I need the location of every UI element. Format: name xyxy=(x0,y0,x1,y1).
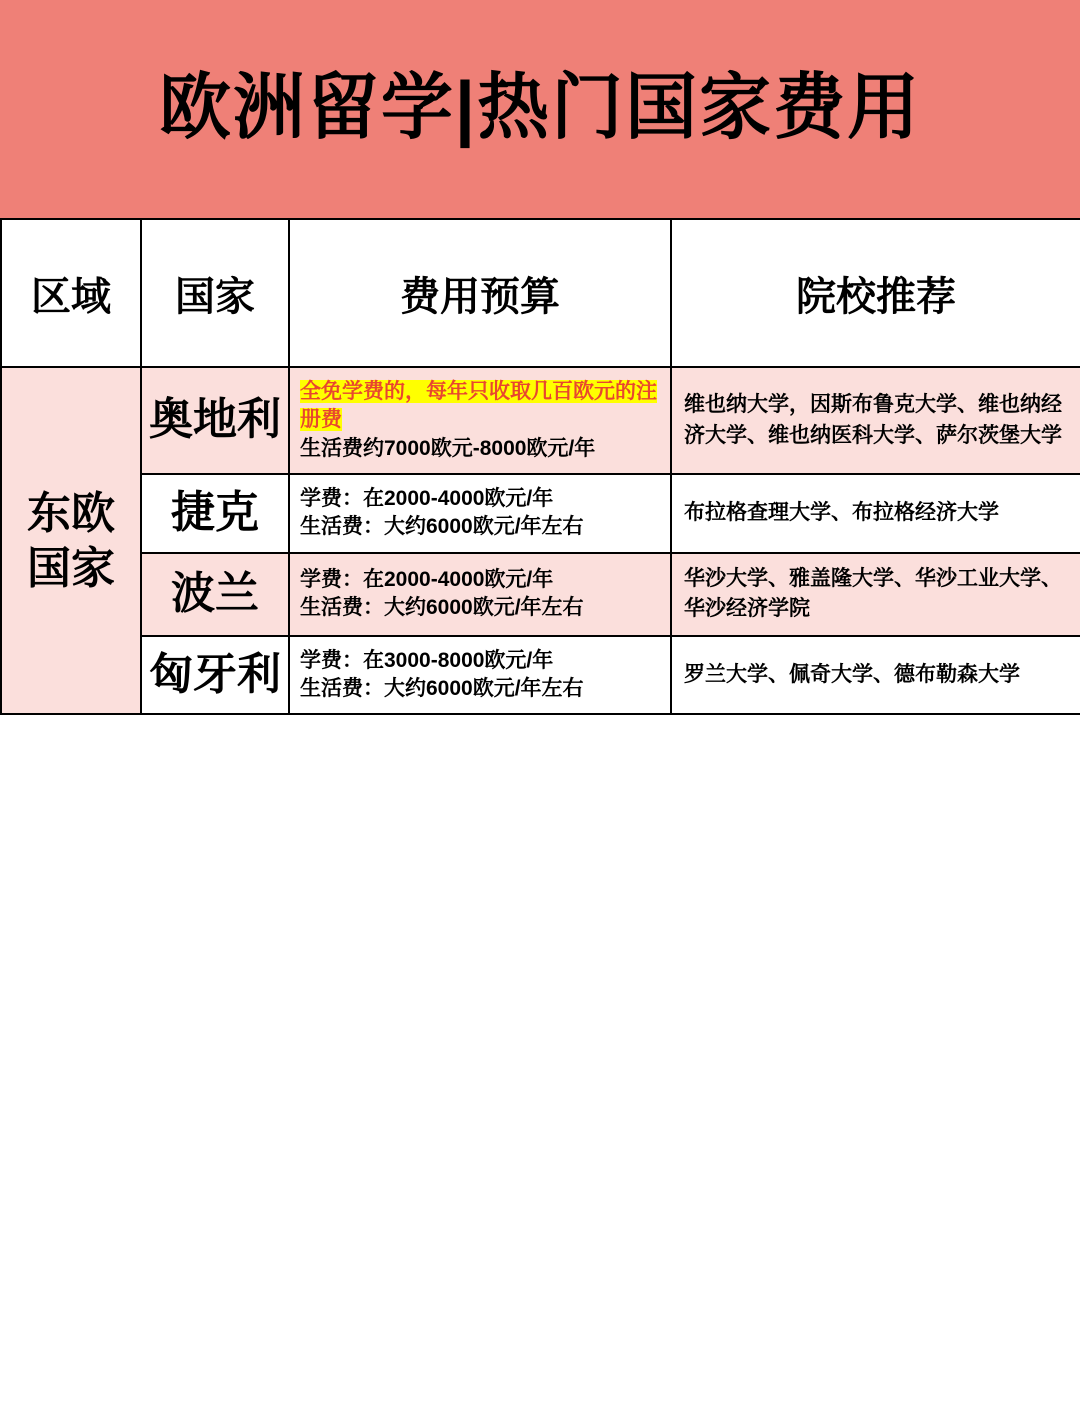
column-header-schools: 院校推荐 xyxy=(671,219,1080,367)
budget-highlight-austria: 全免学费的，每年只收取几百欧元的注册费 xyxy=(300,380,657,432)
table-header xyxy=(1,219,1080,367)
schools-cell-czech: 布拉格查理大学、布拉格经济大学 xyxy=(671,474,1080,553)
column-header-region: 区域 xyxy=(1,219,141,367)
budget-cell-austria xyxy=(289,367,671,474)
cost-table xyxy=(0,218,1080,715)
budget-note-austria: 生活费约7000欧元-8000欧元/年 xyxy=(300,436,596,460)
budget-living-poland: 生活费：大约6000欧元/年左右 xyxy=(300,596,584,620)
budget-tuition-hungary: 学费：在3000-8000欧元/年 xyxy=(300,648,554,672)
table-row xyxy=(1,367,1080,474)
region-cell-eastern-europe xyxy=(1,367,141,714)
region-label-line2: 国家 xyxy=(27,543,115,593)
table-row xyxy=(1,553,1080,636)
budget-living-hungary: 生活费：大约6000欧元/年左右 xyxy=(300,676,584,700)
budget-cell-czech xyxy=(289,474,671,553)
column-header-country: 国家 xyxy=(141,219,289,367)
budget-tuition-poland: 学费：在2000-4000欧元/年 xyxy=(300,567,554,591)
country-cell-hungary: 匈牙利 xyxy=(141,636,289,715)
title-banner xyxy=(0,0,1080,218)
region-label-line1: 东欧 xyxy=(27,488,115,538)
budget-cell-hungary xyxy=(289,636,671,715)
budget-living-czech: 生活费：大约6000欧元/年左右 xyxy=(300,515,584,539)
table-body xyxy=(1,367,1080,714)
schools-cell-austria: 维也纳大学，因斯布鲁克大学、维也纳经济大学、维也纳医科大学、萨尔茨堡大学 xyxy=(671,367,1080,474)
table-header-row xyxy=(1,219,1080,367)
budget-tuition-czech: 学费：在2000-4000欧元/年 xyxy=(300,487,554,511)
page-title: 欧洲留学|热门国家费用 xyxy=(158,68,922,149)
schools-cell-poland: 华沙大学、雅盖隆大学、华沙工业大学、华沙经济学院 xyxy=(671,553,1080,636)
budget-cell-poland xyxy=(289,553,671,636)
table-row xyxy=(1,636,1080,715)
column-header-budget: 费用预算 xyxy=(289,219,671,367)
schools-cell-hungary: 罗兰大学、佩奇大学、德布勒森大学 xyxy=(671,636,1080,715)
country-cell-czech: 捷克 xyxy=(141,474,289,553)
table-row xyxy=(1,474,1080,553)
country-cell-austria: 奥地利 xyxy=(141,367,289,474)
country-cell-poland: 波兰 xyxy=(141,553,289,636)
